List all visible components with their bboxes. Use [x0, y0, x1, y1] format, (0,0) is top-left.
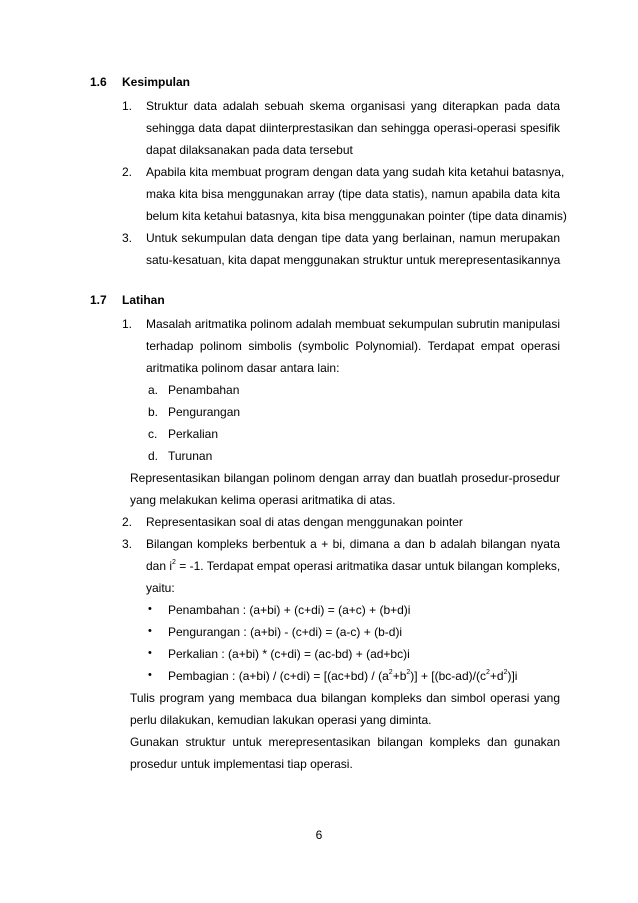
- text-run: +d: [489, 669, 504, 683]
- superscript: 2: [388, 669, 393, 676]
- paragraph-line: Apabila kita membuat program dengan data yang sudah kita ketahui batasnya,: [146, 165, 565, 179]
- bullet-icon: •: [148, 603, 152, 615]
- bullet-icon: •: [148, 647, 152, 659]
- list-number: 1.: [122, 317, 133, 331]
- list-number: 2.: [122, 165, 133, 179]
- superscript: 2: [485, 669, 490, 676]
- sublist-item: Turunan: [168, 449, 213, 463]
- paragraph-line: maka kita bisa menggunakan array (tipe data statis), namun apabila data kita: [146, 187, 560, 201]
- section-title-kesimpulan: Kesimpulan: [122, 75, 191, 89]
- paragraph-line: belum kita ketahui batasnya, kita bisa menggunakan pointer (tipe data dinamis): [146, 209, 567, 223]
- paragraph-line: Gunakan struktur untuk merepresentasikan bilangan kompleks dan gunakan: [130, 735, 560, 749]
- text-run: )]i: [507, 669, 518, 683]
- paragraph-line: sehingga data dapat diinterprestasikan dan sehingga operasi-operasi spesifik: [146, 121, 560, 135]
- sublist-letter: d.: [148, 449, 159, 463]
- sublist-letter: a.: [148, 383, 159, 397]
- text-run: +b: [392, 669, 407, 683]
- text-run: Pembagian : (a+bi) / (c+di) = [(ac+bd) / (a: [168, 669, 389, 683]
- paragraph-line: yang melakukan kelima operasi aritmatika di atas.: [130, 493, 396, 507]
- superscript: 2: [406, 669, 411, 676]
- paragraph-line: aritmatika polinom dasar antara lain:: [146, 361, 340, 375]
- list-number: 2.: [122, 515, 133, 529]
- paragraph-line: satu-kesatuan, kita dapat menggunakan struktur untuk merepresentasikannya: [146, 253, 561, 267]
- section-title-latihan: Latihan: [122, 293, 165, 307]
- paragraph-line: Tulis program yang membaca dua bilangan kompleks dan simbol operasi yang: [130, 691, 560, 705]
- paragraph-line: Bilangan kompleks berbentuk a + bi, dimana a dan b adalah bilangan nyata: [146, 537, 560, 551]
- bullet-item: Penambahan : (a+bi) + (c+di) = (a+c) + (b+d)i: [168, 603, 411, 617]
- text-run: )] + [(bc-ad)/(c: [410, 669, 486, 683]
- paragraph-line: yaitu:: [146, 581, 175, 595]
- text-run: dan i: [146, 559, 173, 573]
- superscript: 2: [503, 669, 508, 676]
- bullet-icon: •: [148, 669, 152, 681]
- list-number: 3.: [122, 537, 133, 551]
- paragraph-line: terhadap polinom simbolis (symbolic Polynomial). Terdapat empat operasi: [146, 339, 560, 353]
- sublist-item: Penambahan: [168, 383, 240, 397]
- superscript: 2: [172, 559, 176, 566]
- sublist-item: Perkalian: [168, 427, 219, 441]
- bullet-icon: •: [148, 625, 152, 637]
- section-number-1-6: 1.6: [90, 75, 107, 89]
- paragraph-line: Struktur data adalah sebuah skema organisasi yang diterapkan pada data: [146, 99, 560, 113]
- paragraph-line: Masalah aritmatika polinom adalah membuat sekumpulan subrutin manipulasi: [146, 317, 560, 331]
- paragraph-line: Representasikan bilangan polinom dengan array dan buatlah prosedur-prosedur: [130, 471, 560, 485]
- paragraph-line: perlu dilakukan, kemudian lakukan operasi yang diminta.: [130, 713, 432, 727]
- paragraph-line: Untuk sekumpulan data dengan tipe data yang berlainan, namun merupakan: [146, 231, 560, 245]
- list-number: 1.: [122, 99, 133, 113]
- page-number: 6: [315, 828, 323, 842]
- bullet-item: Perkalian : (a+bi) * (c+di) = (ac-bd) + (ad+bc)i: [168, 647, 410, 661]
- section-number-1-7: 1.7: [90, 293, 107, 307]
- sublist-letter: b.: [148, 405, 159, 419]
- bullet-item: Pengurangan : (a+bi) - (c+di) = (a-c) + (b-d)i: [168, 625, 403, 639]
- sublist-letter: c.: [148, 427, 158, 441]
- paragraph-line: Representasikan soal di atas dengan menggunakan pointer: [146, 515, 463, 529]
- paragraph-line: dapat dilaksanakan pada data tersebut: [146, 143, 353, 157]
- sublist-item: Pengurangan: [168, 405, 241, 419]
- text-run: = -1. Terdapat empat operasi aritmatika dasar untuk bilangan kompleks,: [175, 559, 561, 573]
- list-number: 3.: [122, 231, 133, 245]
- paragraph-line: [146, 559, 560, 573]
- paragraph-line: prosedur untuk implementasi tiap operasi.: [130, 757, 353, 771]
- bullet-item-pembagian: [168, 669, 517, 683]
